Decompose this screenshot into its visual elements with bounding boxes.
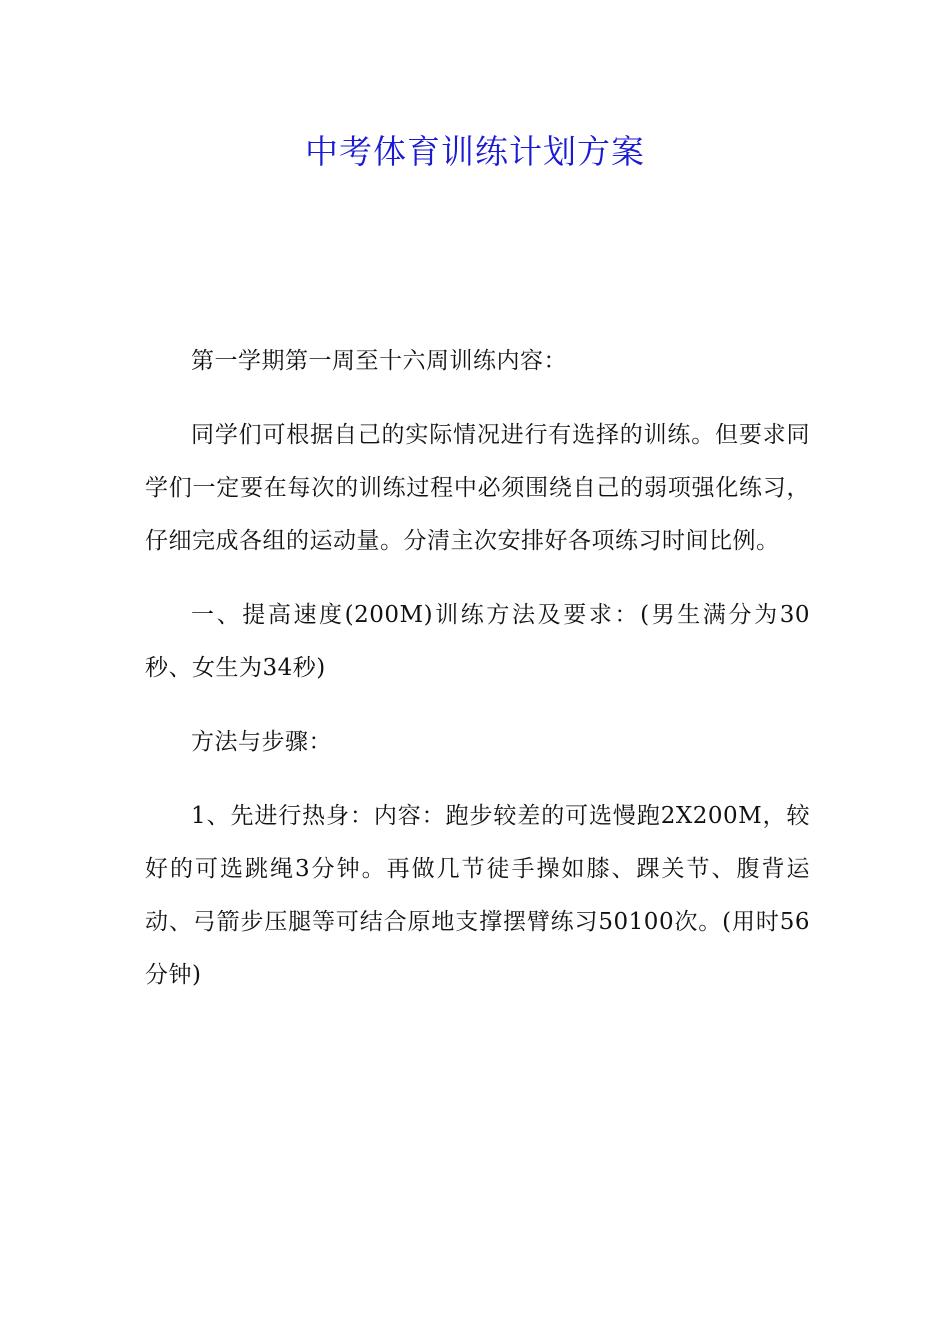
paragraph-method-heading: 方法与步骤：	[191, 729, 332, 755]
document-title: 中考体育训练计划方案	[305, 132, 645, 171]
paragraph-speed-section-heading: 一、提高速度(200M)训练方法及要求：(男生满分为30秒、女生为34秒)	[145, 602, 810, 681]
paragraph-warmup-step: 1、先进行热身：内容：跑步较差的可选慢跑2X200M，较好的可选跳绳3分钟。再做几节徒手操如膝、踝关节、腹背运动、弓箭步压腿等可结合原地支撑摆臂练习50100次。(用时56分钟)	[145, 803, 810, 988]
paragraph-semester-intro: 第一学期第一周至十六周训练内容：	[191, 348, 567, 374]
document-body	[145, 335, 810, 1023]
paragraph-training-requirements: 同学们可根据自己的实际情况进行有选择的训练。但要求同学们一定要在每次的训练过程中必须围绕自己的弱项强化练习，仔细完成各组的运动量。分清主次安排好各项练习时间比例。	[145, 422, 810, 554]
